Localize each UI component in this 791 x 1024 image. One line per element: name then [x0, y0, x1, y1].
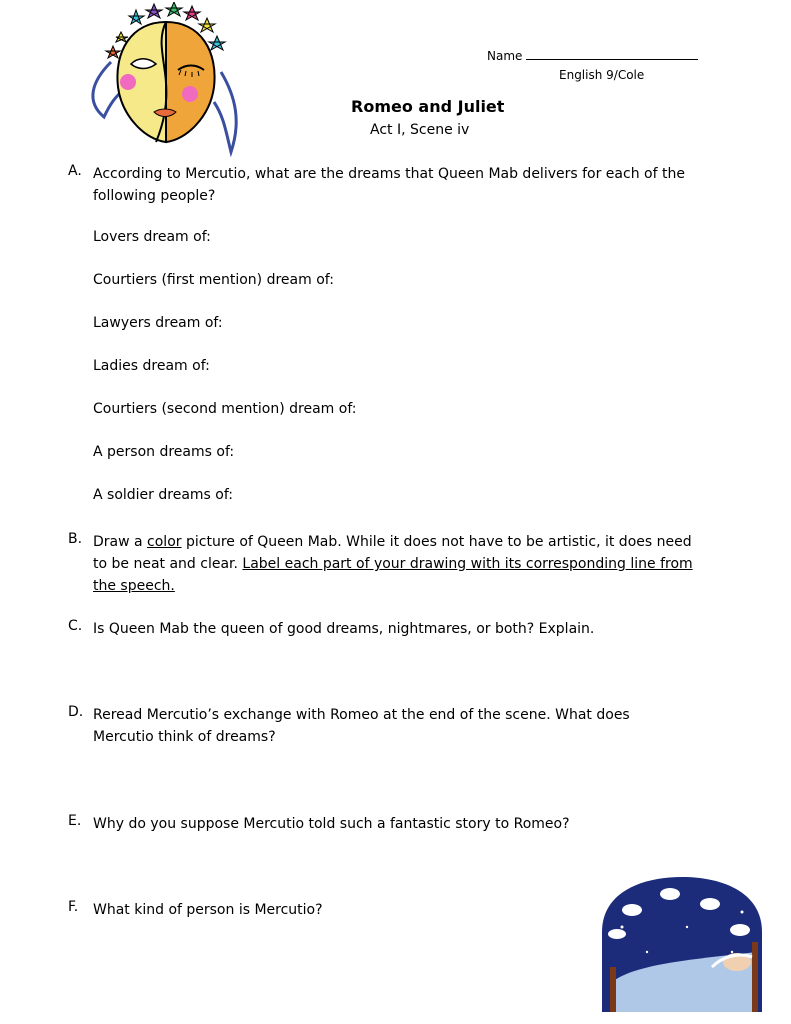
page-subtitle: Act I, Scene iv — [370, 122, 470, 138]
sleeping-person-icon — [592, 872, 772, 1012]
question-d-text: Reread Mercutio’s exchange with Romeo at the end of the scene. What does Mercutio think of dreams? — [93, 707, 630, 745]
question-c-text: Is Queen Mab the queen of good dreams, nightmares, or both? Explain. — [93, 621, 595, 637]
question-b-text-part: picture of Queen Mab. While it does not have to be artistic, it does need to be neat and clear. — [93, 534, 692, 572]
question-a-item: Courtiers (first mention) dream of: — [93, 272, 334, 288]
name-label: Name — [487, 49, 523, 63]
question-a-item: A soldier dreams of: — [93, 487, 233, 503]
question-e-letter: E. — [68, 813, 82, 829]
question-a-item: Lawyers dream of: — [93, 315, 223, 331]
course-label: English 9/Cole — [559, 68, 645, 82]
name-field[interactable] — [487, 49, 698, 63]
name-blank[interactable] — [526, 49, 698, 60]
question-e-text: Why do you suppose Mercutio told such a fantastic story to Romeo? — [93, 816, 570, 832]
page-title: Romeo and Juliet — [351, 97, 505, 116]
question-b-underlined-instruction: Label each part of your drawing with its corresponding line from the speech. — [93, 556, 693, 594]
question-b-color-word: color — [147, 534, 182, 550]
question-a-item: Lovers dream of: — [93, 229, 211, 245]
question-a-item: Courtiers (second mention) dream of: — [93, 401, 357, 417]
mask-icon — [86, 2, 246, 157]
question-f-text: What kind of person is Mercutio? — [93, 902, 323, 918]
question-c-letter: C. — [68, 618, 83, 634]
question-a-item: A person dreams of: — [93, 444, 235, 460]
question-a-letter: A. — [68, 163, 82, 179]
question-b-text — [93, 531, 693, 597]
question-b-letter: B. — [68, 531, 83, 547]
question-a-text: According to Mercutio, what are the dreams that Queen Mab delivers for each of the following people? — [93, 166, 685, 204]
question-d-letter: D. — [68, 704, 84, 720]
question-a-item: Ladies dream of: — [93, 358, 210, 374]
question-b-text-part: Draw a — [93, 534, 148, 550]
question-f-letter: F. — [68, 899, 79, 915]
